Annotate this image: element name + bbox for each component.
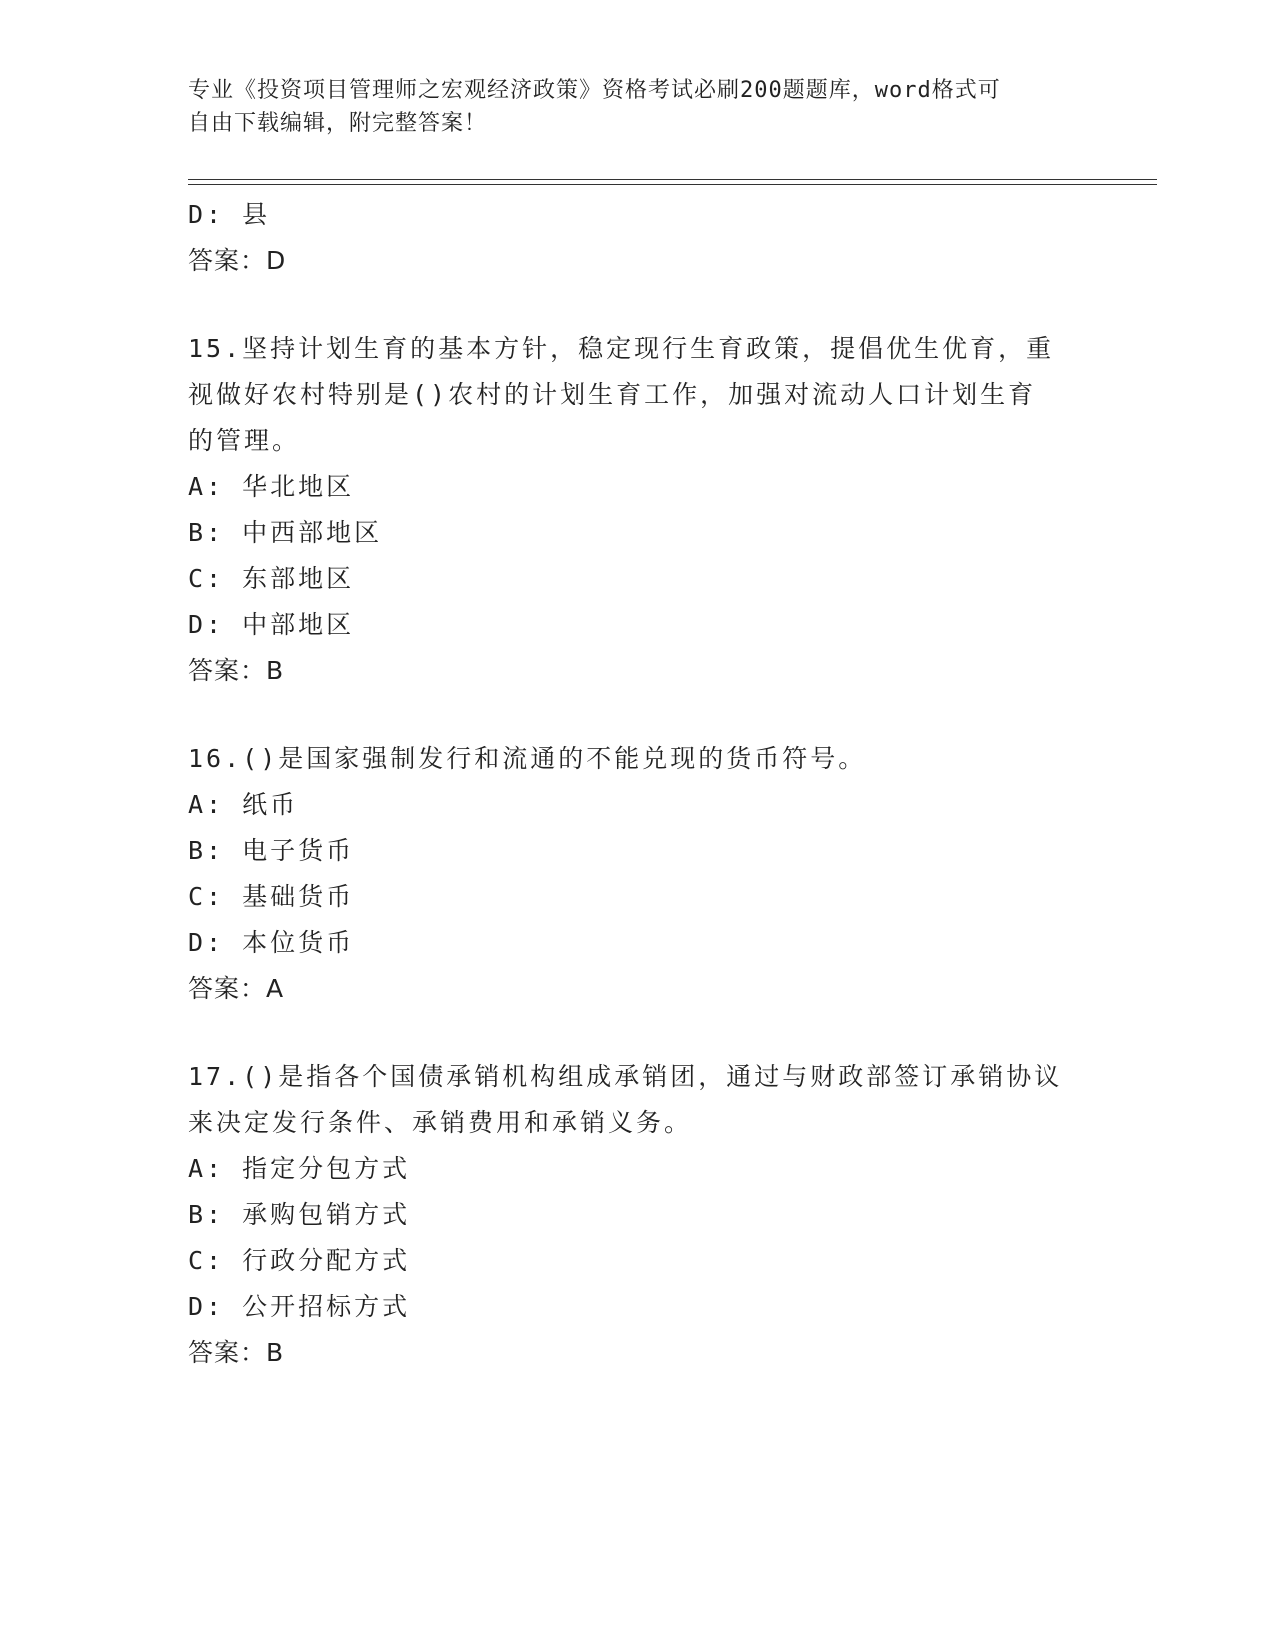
option-d: D: 本位货币 [188,928,355,957]
question-content [188,192,1088,1376]
option-c: C: 东部地区 [188,564,355,593]
option-d: D: 县 [188,200,271,229]
question-stem-line: 视做好农村特别是()农村的计划生育工作，加强对流动人口计划生育 [188,380,1037,409]
header-line-1: 专业《投资项目管理师之宏观经济政策》资格考试必刷200题题库，word格式可 [188,78,1001,103]
option-d: D: 公开招标方式 [188,1292,411,1321]
question-stem-line: 17.()是指各个国债承销机构组成承销团，通过与财政部签订承销协议 [188,1062,1063,1091]
answer-line: 答案：B [188,656,285,685]
header-line-2: 自由下载编辑，附完整答案！ [188,111,488,136]
question-17 [188,1054,1088,1376]
option-b: B: 承购包销方式 [188,1200,411,1229]
question-16 [188,736,1088,1012]
question-15 [188,326,1088,694]
option-a: A: 指定分包方式 [188,1154,411,1183]
question-stem-line: 来决定发行条件、承销费用和承销义务。 [188,1108,693,1137]
answer-line: 答案：A [188,974,285,1003]
option-c: C: 基础货币 [188,882,355,911]
option-d: D: 中部地区 [188,610,355,639]
option-b: B: 电子货币 [188,836,355,865]
option-c: C: 行政分配方式 [188,1246,411,1275]
carryover-question-14 [188,192,1088,284]
question-stem-line: 的管理。 [188,426,301,455]
spacer [188,284,1088,326]
header-rule-top [188,179,1157,180]
option-a: A: 纸币 [188,790,299,819]
option-b: B: 中西部地区 [188,518,383,547]
spacer [188,694,1088,736]
question-stem-line: 16.()是国家强制发行和流通的不能兑现的货币符号。 [188,744,867,773]
header-rule-bottom [188,184,1157,185]
answer-line: 答案：B [188,1338,285,1367]
spacer [188,1012,1088,1054]
answer-line: 答案：D [188,246,287,275]
question-stem-line: 15.坚持计划生育的基本方针，稳定现行生育政策，提倡优生优育，重 [188,334,1055,363]
option-a: A: 华北地区 [188,472,355,501]
document-header [188,74,1088,140]
